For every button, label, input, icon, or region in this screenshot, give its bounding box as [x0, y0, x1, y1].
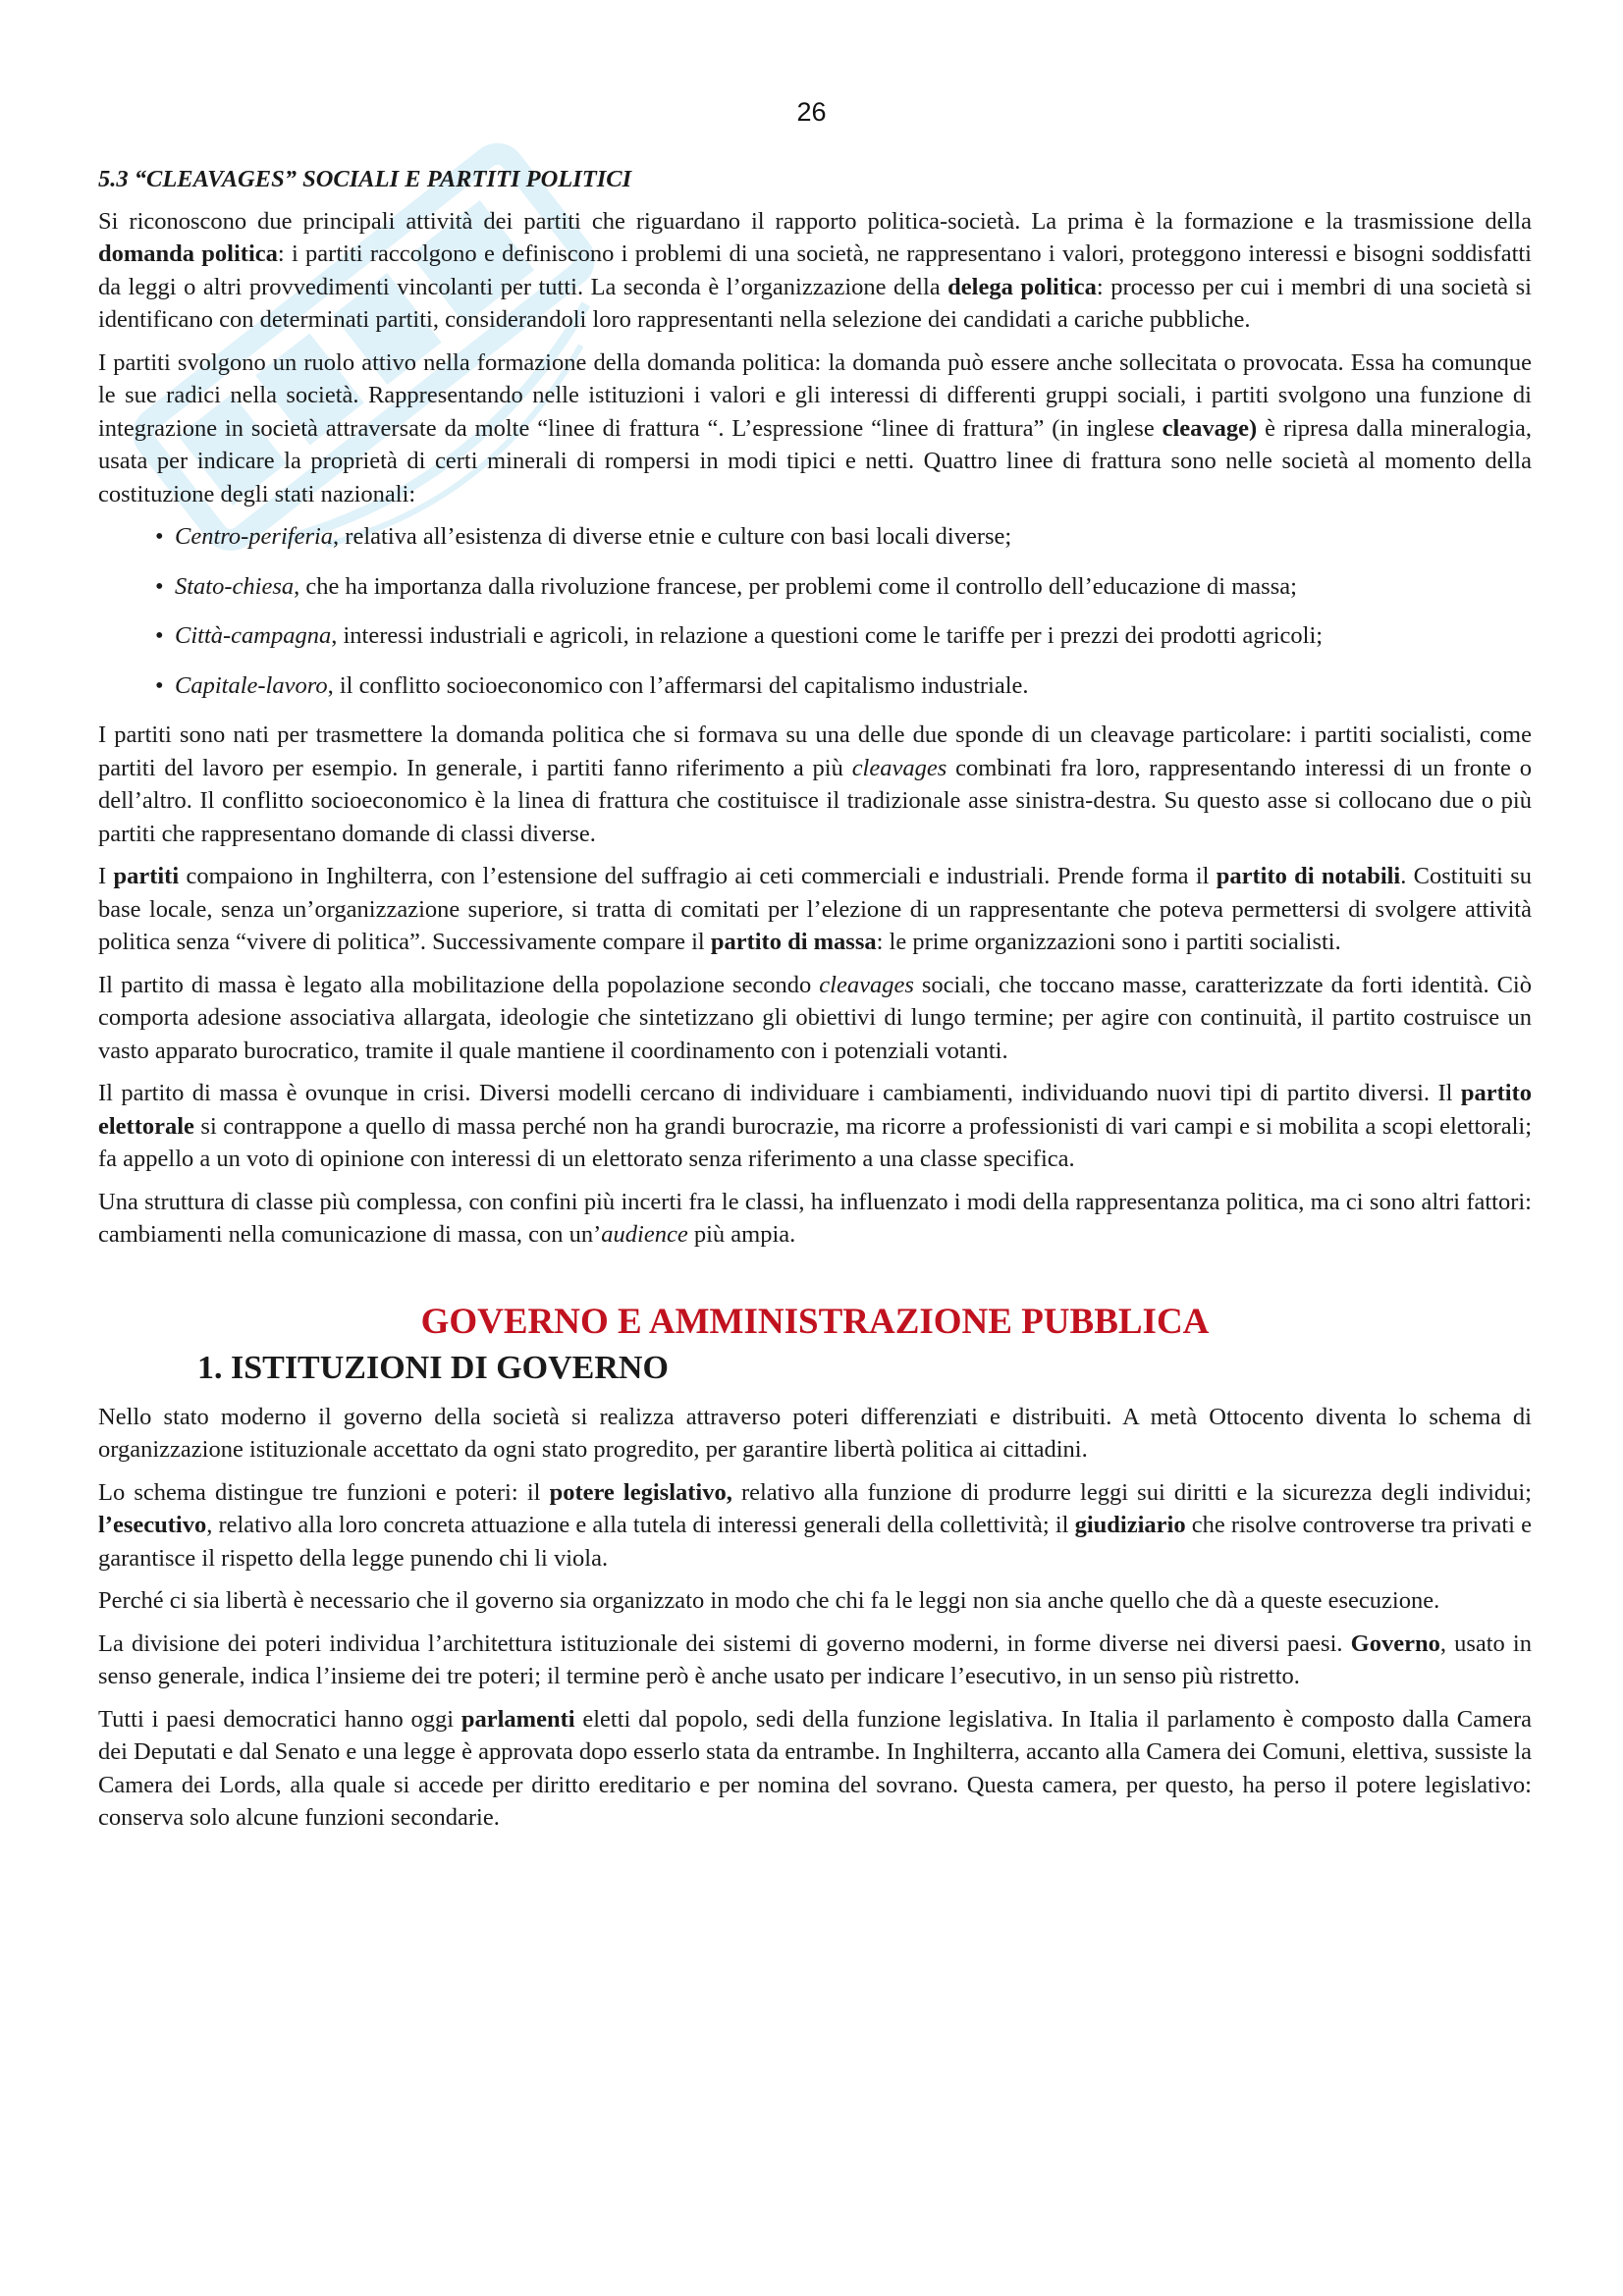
- term-potere-legislativo: potere legislativo,: [549, 1478, 732, 1506]
- term-cleavage: cleavage): [1162, 414, 1258, 442]
- paragraph: Il partito di massa è legato alla mobilitazione della popolazione secondo cleavages sociali, che toccano masse, caratterizzate da forti identità. Ciò comporta adesione associativa allargata, ideologie che sintetizzano gli obiettivi di lungo termine; per agire con continuità, il partito costruisce un vasto apparato burocratico, tramite il quale mantiene il coordinamento con i potenziali votanti.: [98, 971, 1532, 1064]
- term-partiti: partiti: [113, 863, 180, 889]
- term-delega-politica: delega politica: [947, 273, 1097, 300]
- list-item: • Città-campagna, interessi industriali e agricoli, in relazione a questioni come le tariffe per i prezzi dei prodotti agricoli;: [175, 619, 1532, 653]
- list-item: • Stato-chiesa, che ha importanza dalla rivoluzione francese, per problemi come il controllo dell’educazione di massa;: [175, 570, 1532, 604]
- bullet-icon: •: [155, 671, 164, 699]
- term-giudiziario: giudiziario: [1074, 1512, 1186, 1538]
- subsection-heading: 1. ISTITUZIONI DI GOVERNO: [197, 1349, 669, 1386]
- term-partito-di-massa: partito di massa: [710, 929, 877, 955]
- term-esecutivo: l’esecutivo: [98, 1512, 207, 1538]
- paragraph: Tutti i paesi democratici hanno oggi parlamenti eletti dal popolo, sedi della funzione legislativa. In Italia il parlamento è composto dalla Camera dei Deputati e dal Senato e una legge è approvata dopo esserlo stata da entrambe. In Inghilterra, accanto alla Camera dei Comuni, elettiva, sussiste la Camera dei Lords, alla quale si accede per diritto ereditario e per nomina del sovrano. Questa camera, per questo, ha perso il potere legislativo: conserva solo alcune funzioni secondarie.: [98, 1705, 1532, 1831]
- paragraph: Lo schema distingue tre funzioni e poteri: il potere legislativo, relativo alla funzione di produrre leggi sui diritti e la sicurezza degli individui; l’esecutivo, relativo alla loro concreta attuazione e alla tutela di interessi generali della collettività; il giudiziario che risolve controverse tra privati e garantisce il rispetto della legge punendo chi li viola.: [98, 1478, 1532, 1572]
- chapter-title: GOVERNO E AMMINISTRAZIONE PUBBLICA: [420, 1301, 1210, 1342]
- list-item: • Centro-periferia, relativa all’esistenza di diverse etnie e culture con basi locali diverse;: [175, 520, 1532, 554]
- paragraph: Il partito di massa è ovunque in crisi. Diversi modelli cercano di individuare i cambiamenti, individuando nuovi tipi di partito diversi. Il partito elettorale si contrappone a quello di massa perché non ha grandi burocrazie, ma ricorre a professionisti di vari campi e si mobilita a scopi elettorali; fa appello a un voto di opinione con interessi di un elettorato senza riferimento a una classe specifica.: [98, 1080, 1532, 1172]
- term-domanda-politica: domanda politica: [98, 240, 278, 267]
- bullet-icon: •: [155, 572, 164, 600]
- section-heading: 5.3 “CLEAVAGES” SOCIALI E PARTITI POLITICI: [98, 166, 632, 192]
- page-number: 26: [796, 97, 827, 127]
- paragraph: Nello stato moderno il governo della società si realizza attraverso poteri differenziati e distribuiti. A metà Ottocento diventa lo schema di organizzazione istituzionale accettato da ogni stato progredito, per garantire libertà politica ai cittadini.: [98, 1403, 1532, 1463]
- bullet-icon: •: [155, 622, 164, 649]
- term-parlamenti: parlamenti: [460, 1705, 575, 1733]
- paragraph: Si riconoscono due principali attività dei partiti che riguardano il rapporto politica-società. La prima è la formazione e la trasmissione della domanda politica: i partiti raccolgono e definiscono i problemi di una società, ne rappresentano i valori, proteggono interessi e bisogni soddisfatti da leggi o altri provvedimenti vincolanti per tutti. La seconda è l’organizzazione della delega politica: processo per cui i membri di una società si identificano con determinati partiti, considerandoli loro rappresentanti nella selezione dei candidati a cariche pubbliche.: [98, 207, 1532, 333]
- term-governo: Governo: [1350, 1629, 1440, 1657]
- page-content: [98, 163, 1532, 1844]
- cleavage-list: [98, 520, 1532, 702]
- term-partito-di-notabili: partito di notabili: [1216, 863, 1401, 889]
- list-item: • Capitale-lavoro, il conflitto socioeconomico con l’affermarsi del capitalismo industriale.: [175, 669, 1532, 703]
- paragraph: I partiti sono nati per trasmettere la domanda politica che si formava su una delle due sponde di un cleavage particolare: i partiti socialisti, come partiti del lavoro per esempio. In generale, i partiti fanno riferimento a più cleavages combinati fra loro, rappresentando interessi di un fronte o dell’altro. Il conflitto socioeconomico è la linea di frattura che costituisce il tradizionale asse sinistra-destra. Su questo asse si collocano due o più partiti che rappresentano domande di classi diverse.: [98, 721, 1532, 847]
- paragraph: Perché ci sia libertà è necessario che il governo sia organizzato in modo che chi fa le leggi non sia anche quello che dà a queste esecuzione.: [98, 1587, 1440, 1614]
- paragraph: I partiti svolgono un ruolo attivo nella formazione della domanda politica: la domanda può essere anche sollecitata o provocata. Essa ha comunque le sue radici nella società. Rappresentando nelle istituzioni i valori e gli interessi di differenti gruppi sociali, i partiti svolgono una funzione di integrazione in società attraversate da molte “linee di frattura “. L’espressione “linee di frattura” (in inglese cleavage) è ripresa dalla mineralogia, usata per indicare la proprietà di certi minerali di rompersi in modi tipici e netti. Quattro linee di frattura sono nelle società al momento della costituzione degli stati nazionali:: [98, 348, 1532, 507]
- paragraph: La divisione dei poteri individua l’architettura istituzionale dei sistemi di governo moderni, in forme diverse nei diversi paesi. Governo, usato in senso generale, indica l’insieme dei tre poteri; il termine però è anche usato per indicare l’esecutivo, in un senso più ristretto.: [98, 1629, 1532, 1689]
- paragraph: I partiti compaiono in Inghilterra, con l’estensione del suffragio ai ceti commerciali e industriali. Prende forma il partito di notabili. Costituiti su base locale, senza un’organizzazione superiore, si tratta di comitati per l’elezione di un rappresentante che poteva permettersi di svolgere attività politica senza “vivere di politica”. Successivamente compare il partito di massa: le prime organizzazioni sono i partiti socialisti.: [98, 863, 1532, 955]
- term-partito-elettorale: partito elettorale: [98, 1080, 1532, 1140]
- bullet-icon: •: [155, 523, 164, 550]
- paragraph: Una struttura di classe più complessa, con confini più incerti fra le classi, ha influenzato i modi della rappresentanza politica, ma ci sono altri fattori: cambiamenti nella comunicazione di massa, con un’audience più ampia.: [98, 1188, 1532, 1248]
